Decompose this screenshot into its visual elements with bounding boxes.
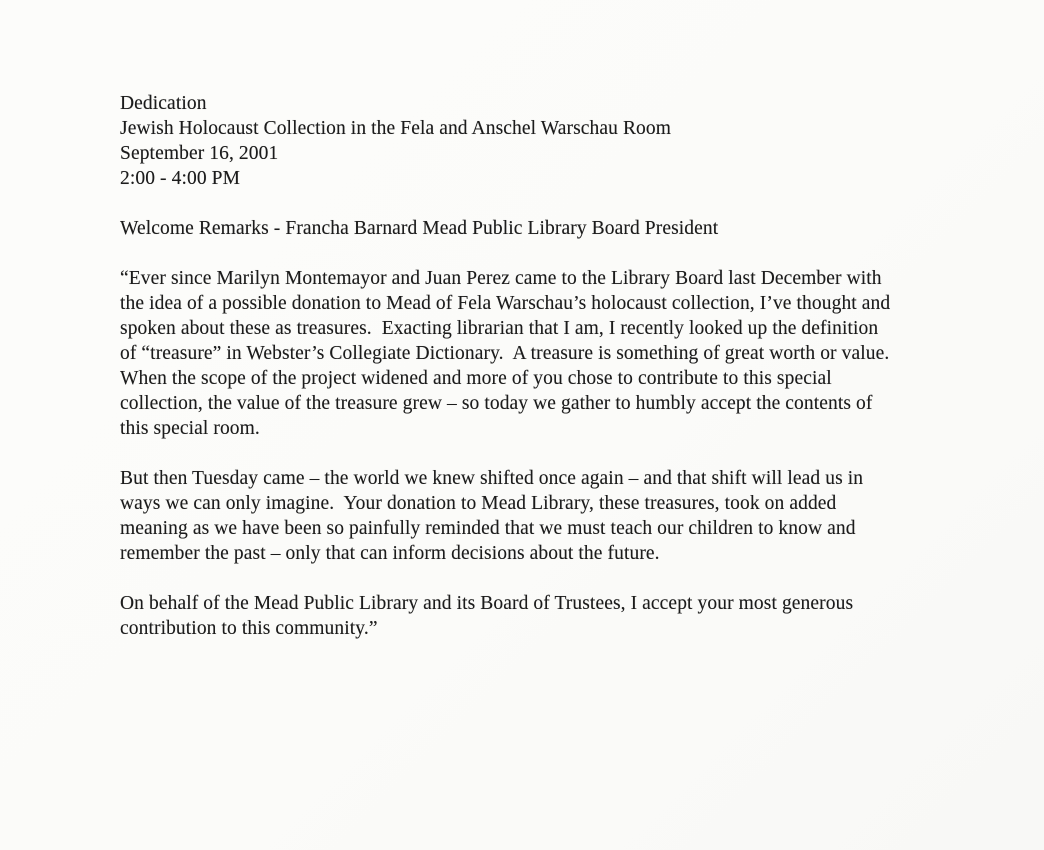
block-gap xyxy=(120,191,958,216)
paragraph-line: the idea of a possible donation to Mead of Fela Warschau’s holocaust collection, I’ve thought and xyxy=(120,293,891,314)
paragraph-line: “Ever since Marilyn Montemayor and Juan Perez came to the Library Board last December with xyxy=(120,268,882,289)
header-date-line: September 16, 2001 xyxy=(120,143,279,164)
block-gap xyxy=(120,241,958,266)
paragraph-2 xyxy=(120,466,958,566)
document-header xyxy=(120,91,958,191)
block-gap xyxy=(120,566,958,591)
paragraph-line: But then Tuesday came – the world we knew shifted once again – and that shift will lead us in xyxy=(120,468,864,489)
paragraph-line: remember the past – only that can inform decisions about the future. xyxy=(120,543,660,564)
paragraph-line: this special room. xyxy=(120,418,260,439)
document-text-block xyxy=(120,91,958,641)
paragraph-3 xyxy=(120,591,958,641)
paragraph-line: of “treasure” in Webster’s Collegiate Dictionary. A treasure is something of great worth or value. xyxy=(120,343,890,364)
paragraph-line: ways we can only imagine. Your donation to Mead Library, these treasures, took on added xyxy=(120,493,837,514)
paragraph-line: On behalf of the Mead Public Library and its Board of Trustees, I accept your most generous xyxy=(120,593,854,614)
header-collection-line: Jewish Holocaust Collection in the Fela and Anschel Warschau Room xyxy=(120,118,672,139)
paragraph-line: collection, the value of the treasure grew – so today we gather to humbly accept the contents of xyxy=(120,393,873,414)
speaker-line: Welcome Remarks - Francha Barnard Mead Public Library Board President xyxy=(120,218,719,239)
speaker-line-block xyxy=(120,216,958,241)
paragraph-line: meaning as we have been so painfully reminded that we must teach our children to know and xyxy=(120,518,856,539)
header-time-line: 2:00 - 4:00 PM xyxy=(120,168,241,189)
paragraph-line: When the scope of the project widened and more of you chose to contribute to this special xyxy=(120,368,832,389)
paragraph-line: contribution to this community.” xyxy=(120,618,378,639)
paragraph-line: spoken about these as treasures. Exacting librarian that I am, I recently looked up the definition xyxy=(120,318,879,339)
block-gap xyxy=(120,441,958,466)
paragraph-1 xyxy=(120,266,958,441)
header-title-line: Dedication xyxy=(120,93,207,114)
